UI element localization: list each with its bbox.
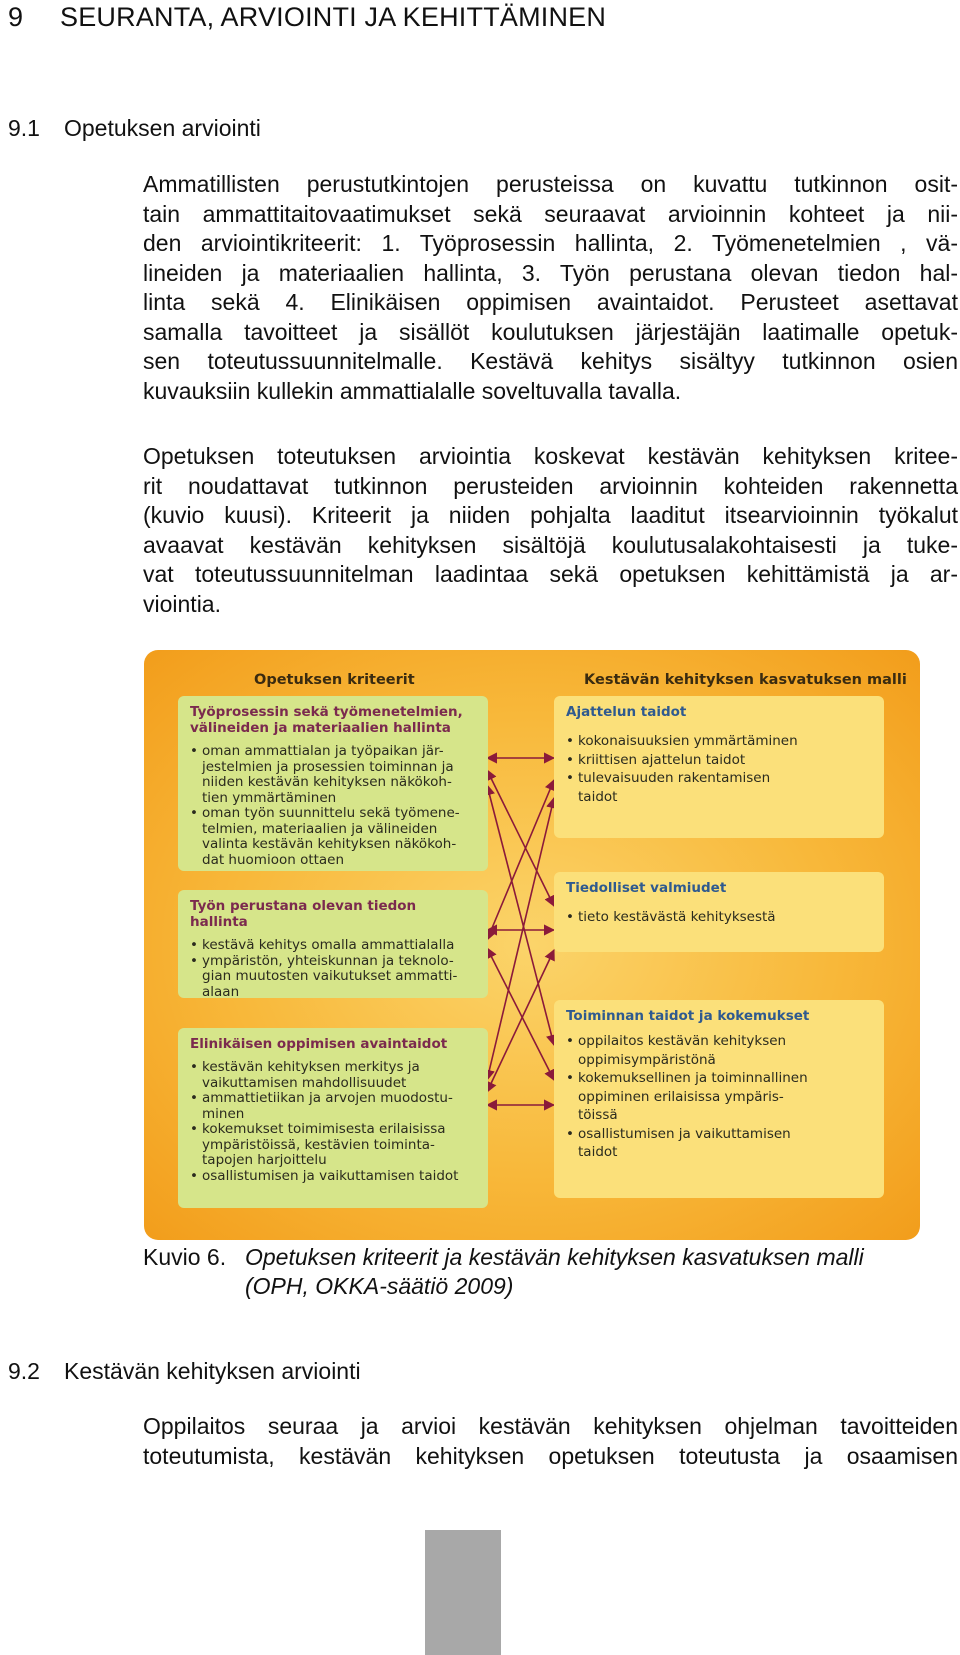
paragraph-1 bbox=[143, 170, 958, 406]
section-heading-9-1 bbox=[8, 115, 261, 142]
list-item: • ympäristön, yhteiskunnan ja teknolo- gian muutosten vaikutukset ammatti- alaan bbox=[190, 954, 480, 1001]
left-column-header: Opetuksen kriteerit bbox=[254, 672, 415, 688]
text-line: vat toteutussuunnitelman laadintaa sekä opetuksen kehittämistä ja ar- bbox=[143, 561, 958, 587]
text-line: samalla tavoitteet ja sisällöt koulutuksen järjestäjän laatimalle opetuk- bbox=[143, 318, 958, 345]
section-title: Kestävän kehityksen arviointi bbox=[64, 1358, 361, 1384]
chapter-number: 9 bbox=[8, 2, 24, 32]
text-line: Ammatillisten perustutkintojen perusteissa on kuvattu tutkinnon osit- bbox=[143, 171, 958, 197]
text-line: (kuvio kuusi). Kriteerit ja niiden pohjalta laaditut itsearvioinnin työkalut bbox=[143, 502, 958, 528]
text-line: sen toteutussuunnitelmalle. Kestävä kehitys sisältyy tutkinnon osien bbox=[143, 348, 958, 374]
list-item: • kriittisen ajattelun taidot bbox=[566, 751, 876, 770]
box-title: Elinikäisen oppimisen avaintaidot bbox=[190, 1036, 448, 1052]
list-item: • kestävän kehityksen merkitys ja vaikuttamisen mahdollisuudet bbox=[190, 1060, 480, 1091]
box-title: Ajattelun taidot bbox=[566, 704, 687, 720]
text-line: tain ammattitaitovaatimukset sekä seuraavat arvioinnin kohteet ja nii- bbox=[143, 200, 958, 227]
list-item: • oman ammattialan ja työpaikan jär- jestelmien ja prosessien toiminnan ja niiden kestävän kehityksen näkökoh- tien ymmärtäminen bbox=[190, 744, 480, 806]
list-item: • oppilaitos kestävän kehityksen oppimisympäristönä bbox=[566, 1032, 876, 1069]
text-line: Opetuksen toteutuksen arviointia koskevat kestävän kehityksen kritee- bbox=[143, 443, 958, 469]
text-line: rit noudattavat tutkinnon perusteiden arvioinnin kohteiden rakennetta bbox=[143, 472, 958, 499]
model-box-thinking-skills bbox=[554, 696, 884, 838]
caption-text: Opetuksen kriteerit ja kestävän kehityksen kasvatuksen malli (OPH, OKKA-säätiö 2009) bbox=[245, 1244, 864, 1299]
paragraph-3 bbox=[143, 1412, 958, 1471]
list-item: • kestävä kehitys omalla ammattialalla bbox=[190, 938, 480, 954]
list-item: • ammattietiikan ja arvojen muodostu- minen bbox=[190, 1091, 480, 1122]
text-line: lineiden ja materiaalien hallinta, 3. Työn perustana olevan tiedon hal- bbox=[143, 259, 958, 286]
text-line: den arviointikriteerit: 1. Työprosessin hallinta, 2. Työmenetelmien , vä- bbox=[143, 230, 958, 256]
section-title: Opetuksen arviointi bbox=[64, 115, 261, 141]
list-item: • kokemukset toimimisesta erilaisissa ympäristöissä, kestävien toiminta- tapojen harjoittelu bbox=[190, 1122, 480, 1169]
section-heading-9-2 bbox=[8, 1358, 361, 1385]
text-line: toteutumista, kestävän kehityksen opetuksen toteutusta ja osaamisen bbox=[143, 1442, 958, 1469]
paragraph-2 bbox=[143, 442, 958, 619]
page-tab-marker bbox=[425, 1530, 501, 1655]
section-number: 9.2 bbox=[8, 1358, 40, 1384]
list-item: • tulevaisuuden rakentamisen taidot bbox=[566, 769, 876, 806]
chapter-title: SEURANTA, ARVIOINTI JA KEHITTÄMINEN bbox=[60, 2, 607, 32]
list-item: • tieto kestävästä kehityksestä bbox=[566, 908, 876, 927]
criteria-box-lifelong-learning bbox=[178, 1028, 488, 1208]
box-title: Tiedolliset valmiudet bbox=[566, 880, 727, 896]
text-line: viointia. bbox=[143, 590, 221, 617]
list-item: • oman työn suunnittelu sekä työmene- telmien, materiaalien ja välineiden valinta kestävän kehityksen näkökoh- dat huomioon ottaen bbox=[190, 806, 480, 868]
text-line: avaavat kestävän kehityksen sisältöjä koulutusalakohtaisesti ja tuke- bbox=[143, 531, 958, 558]
list-item: • osallistumisen ja vaikuttamisen taidot bbox=[190, 1169, 480, 1185]
text-line: Oppilaitos seuraa ja arvioi kestävän kehityksen ohjelman tavoitteiden bbox=[143, 1413, 958, 1439]
model-box-action-skills bbox=[554, 1000, 884, 1198]
list-item: • osallistumisen ja vaikuttamisen taidot bbox=[566, 1125, 876, 1162]
criteria-box-work-process bbox=[178, 696, 488, 871]
list-item: • kokonaisuuksien ymmärtäminen bbox=[566, 732, 876, 751]
chapter-heading bbox=[8, 2, 606, 33]
box-title: Työprosessin sekä työmenetelmien, välineiden ja materiaalien hallinta bbox=[190, 704, 463, 736]
box-title: Toiminnan taidot ja kokemukset bbox=[566, 1008, 810, 1024]
section-number: 9.1 bbox=[8, 115, 40, 141]
right-column-header: Kestävän kehityksen kasvatuksen malli bbox=[584, 672, 907, 688]
criteria-box-knowledge bbox=[178, 890, 488, 998]
caption-label: Kuvio 6. bbox=[143, 1244, 227, 1270]
text-line: kuvauksiin kullekin ammattialalle soveltuvalla tavalla. bbox=[143, 377, 682, 404]
text-line: linta sekä 4. Elinikäisen oppimisen avaintaidot. Perusteet asettavat bbox=[143, 289, 958, 315]
model-box-knowledge-readiness bbox=[554, 872, 884, 952]
list-item: • kokemuksellinen ja toiminnallinen oppiminen erilaisissa ympäris- töissä bbox=[566, 1069, 876, 1125]
figure-kuvio-6 bbox=[144, 650, 920, 1240]
box-title: Työn perustana olevan tiedon hallinta bbox=[190, 898, 417, 930]
